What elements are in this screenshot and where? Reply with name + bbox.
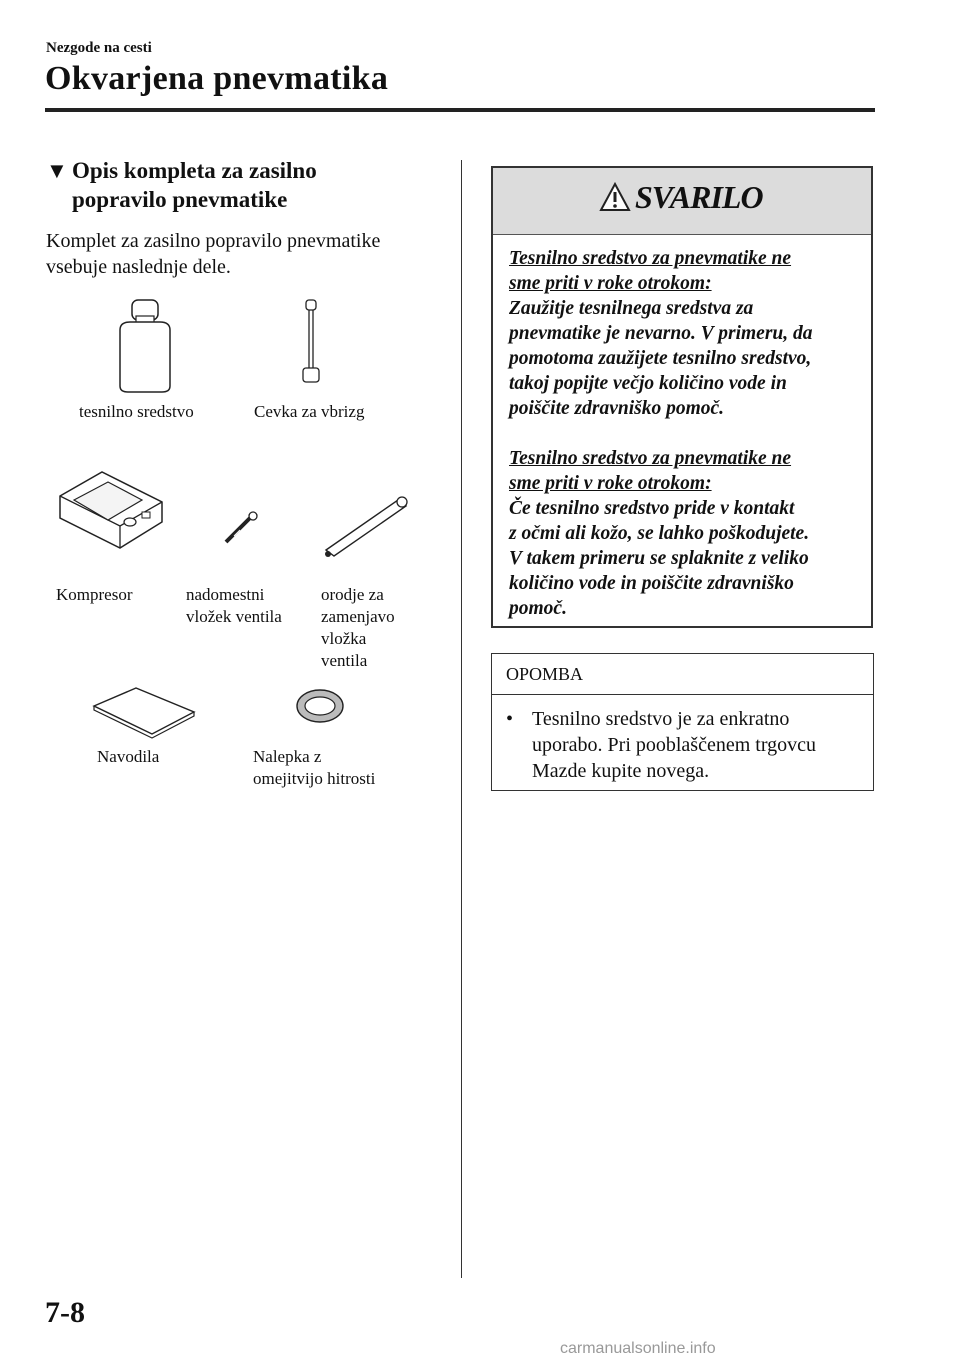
sealant-bottle-icon [110,296,180,396]
valve-tool-label [321,584,395,672]
valve-core-label-2: vložek ventila [186,607,282,626]
speed-sticker-icon [294,686,346,728]
warning-p1-line-2: pnevmatike je nevarno. V primeru, da [509,323,813,344]
title-rule [45,108,875,112]
warning-p2-line-4: količino vode in poiščite zdravniško [509,573,794,594]
sticker-label [253,746,375,790]
warning-p1-line-1: Zaužitje tesnilnega sredstva za [509,298,754,319]
warning-p2-underline-2: sme priti v roke otrokom: [509,473,712,494]
injection-hose-icon [296,298,326,386]
warning-body [509,246,865,621]
warning-p2-line-3: V takem primeru se splaknite z veliko [509,548,809,569]
warning-p2-line-2: z očmi ali kožo, se lahko poškodujete. [509,523,810,544]
subsection-heading [46,156,446,214]
warning-triangle-icon [599,182,631,212]
intro-line-1: Komplet za zasilno popravilo pnevmatike [46,230,381,252]
manual-label: Navodila [97,747,160,766]
valve-core-icon [220,508,264,548]
column-divider [461,160,462,1278]
watermark: carmanualsonline.info [560,1340,716,1357]
note-line-3: Mazde kupite novega. [532,760,710,782]
note-header [492,654,873,695]
compressor-label: Kompresor [56,585,133,604]
page-title: Okvarjena pnevmatika [45,60,389,97]
valve-tool-icon [316,492,412,562]
bullet-icon: • [506,708,514,730]
sticker-label-1: Nalepka z [253,747,322,766]
note-line-2: uporabo. Pri pooblaščenem trgovcu [532,734,817,756]
warning-p2-line-5: pomoč. [509,598,567,619]
valve-tool-label-3: vložka [321,629,367,648]
triangle-marker-icon: ▼ [46,158,68,183]
warning-p1-underline-1: Tesnilno sredstvo za pnevmatike ne [509,248,792,269]
note-line-1: Tesnilno sredstvo je za enkratno [532,708,790,730]
intro-line-2: vsebuje naslednje dele. [46,256,231,278]
warning-p2-line-1: Če tesnilno sredstvo pride v kontakt [509,498,795,519]
warning-p2-underline-1: Tesnilno sredstvo za pnevmatike ne [509,448,792,469]
manual-icon [90,684,200,744]
compressor-icon [50,466,170,566]
note-box [491,653,874,791]
note-body [506,706,866,784]
sticker-label-2: omejitvijo hitrosti [253,769,376,788]
warning-title: SVARILO [635,179,763,215]
valve-core-label-1: nadomestni [186,585,265,604]
warning-p1-line-4: takoj popijte večjo količino vode in [509,373,787,394]
valve-core-label [186,584,282,628]
valve-tool-label-2: zamenjavo [321,607,395,626]
warning-p1-underline-2: sme priti v roke otrokom: [509,273,712,294]
warning-box [491,166,873,628]
warning-p1-line-5: poiščite zdravniško pomoč. [509,398,725,419]
warning-p1-line-3: pomotoma zaužijete tesnilno sredstvo, [509,348,812,369]
page-number: 7-8 [45,1296,85,1329]
sealant-label: tesnilno sredstvo [79,402,194,421]
warning-header [493,168,871,235]
hose-label: Cevka za vbrizg [254,402,365,421]
valve-tool-label-4: ventila [321,651,368,670]
valve-tool-label-1: orodje za [321,585,384,604]
intro-text [46,228,446,280]
heading-line-1: Opis kompleta za zasilno [72,158,317,183]
note-title: OPOMBA [506,664,584,684]
section-label: Nezgode na cesti [46,40,152,56]
heading-line-2: popravilo pnevmatike [72,187,288,212]
